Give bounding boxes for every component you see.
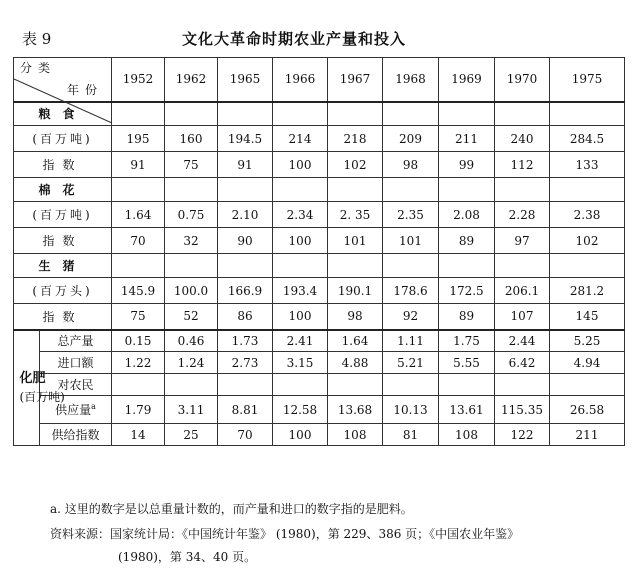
table-cell: 2.28 [495, 202, 550, 228]
cotton-index-label: 指数 [14, 228, 112, 254]
fert-production-label: 总产量 [40, 330, 112, 352]
table-cell: 133 [550, 152, 625, 178]
table-cell: 0.46 [165, 330, 218, 352]
fert-supply-label-row [14, 374, 625, 396]
table-cell: 1.11 [383, 330, 439, 352]
table-cell: 209 [383, 126, 439, 152]
table-cell: 193.4 [273, 278, 328, 304]
table-cell: 81 [383, 424, 439, 446]
table-cell: 122 [495, 424, 550, 446]
table-cell: 5.21 [383, 352, 439, 374]
table-cell: 75 [112, 304, 165, 330]
year-cell: 1975 [550, 58, 625, 102]
hogs-index-row [14, 304, 625, 330]
table-cell: 100 [273, 424, 328, 446]
table-cell: 99 [439, 152, 495, 178]
year-cell: 1968 [383, 58, 439, 102]
table-cell: 90 [218, 228, 273, 254]
table-cell: 91 [218, 152, 273, 178]
table-cell: 145.9 [112, 278, 165, 304]
table-cell: 92 [383, 304, 439, 330]
table-cell: 32 [165, 228, 218, 254]
table-cell: 100 [273, 152, 328, 178]
table-cell: 70 [218, 424, 273, 446]
table-cell: 2.35 [383, 202, 439, 228]
cotton-output-label: (百万吨) [14, 202, 112, 228]
table-cell: 4.94 [550, 352, 625, 374]
table-cell: 1.64 [112, 202, 165, 228]
table-cell: 112 [495, 152, 550, 178]
cotton-index-row [14, 228, 625, 254]
year-cell: 1966 [273, 58, 328, 102]
table-cell: 0.75 [165, 202, 218, 228]
table-cell: 108 [328, 424, 383, 446]
fert-supply-index-row [14, 424, 625, 446]
table-cell: 108 [439, 424, 495, 446]
table-cell: 25 [165, 424, 218, 446]
table-number: 表 9 [22, 30, 52, 48]
source-line-2: (1980)，第 34、40 页。 [118, 550, 257, 564]
table-cell: 160 [165, 126, 218, 152]
table-cell: 102 [550, 228, 625, 254]
year-cell: 1969 [439, 58, 495, 102]
table-cell: 12.58 [273, 396, 328, 424]
table-cell: 6.42 [495, 352, 550, 374]
table-cell: 3.15 [273, 352, 328, 374]
hogs-output-row [14, 278, 625, 304]
fertilizer-unit-label: (百万吨) [19, 389, 65, 404]
fert-imports-row [14, 352, 625, 374]
table-cell: 5.55 [439, 352, 495, 374]
table-cell: 2.34 [273, 202, 328, 228]
table-cell: 190.1 [328, 278, 383, 304]
table-cell: 8.81 [218, 396, 273, 424]
table-cell: 218 [328, 126, 383, 152]
table-cell: 13.61 [439, 396, 495, 424]
table-cell: 1.64 [328, 330, 383, 352]
table-cell: 4.88 [328, 352, 383, 374]
grain-label: 粮食 [14, 102, 112, 126]
table-cell: 52 [165, 304, 218, 330]
table-cell: 1.79 [112, 396, 165, 424]
table-cell: 98 [383, 152, 439, 178]
hogs-index-label: 指数 [14, 304, 112, 330]
table-cell: 2.08 [439, 202, 495, 228]
table-cell: 2. 35 [328, 202, 383, 228]
table-cell: 2.10 [218, 202, 273, 228]
cotton-output-row [14, 202, 625, 228]
table-cell: 100 [273, 304, 328, 330]
year-cell: 1965 [218, 58, 273, 102]
table-cell: 13.68 [328, 396, 383, 424]
table-cell: 211 [550, 424, 625, 446]
table-cell: 3.11 [165, 396, 218, 424]
fert-supply-label-2: 供应量 [55, 403, 92, 417]
table-title: 文化大革命时期农业产量和投入 [182, 30, 407, 48]
table-cell: 2.73 [218, 352, 273, 374]
table-cell: 5.25 [550, 330, 625, 352]
table-header [22, 28, 625, 50]
table-cell: 0.15 [112, 330, 165, 352]
table-cell: 101 [383, 228, 439, 254]
table-cell: 1.24 [165, 352, 218, 374]
table-cell: 172.5 [439, 278, 495, 304]
category-axis-label: 分类 [20, 61, 57, 76]
table-cell: 1.73 [218, 330, 273, 352]
table-cell: 194.5 [218, 126, 273, 152]
table-cell: 195 [112, 126, 165, 152]
fert-imports-label: 进口额 [40, 352, 112, 374]
grain-output-row [14, 126, 625, 152]
table-cell: 86 [218, 304, 273, 330]
table-cell: 206.1 [495, 278, 550, 304]
table-cell: 145 [550, 304, 625, 330]
table-cell: 211 [439, 126, 495, 152]
table-cell: 107 [495, 304, 550, 330]
year-header-row [14, 58, 625, 102]
grain-index-label: 指数 [14, 152, 112, 178]
footnote-mark: a [91, 402, 96, 411]
grain-index-row [14, 152, 625, 178]
fertilizer-main-label: 化肥 [19, 370, 46, 386]
table-cell: 89 [439, 304, 495, 330]
fert-production-row [14, 330, 625, 352]
cotton-label: 棉花 [14, 178, 112, 202]
table-cell: 101 [328, 228, 383, 254]
data-table [13, 57, 625, 446]
table-cell: 2.44 [495, 330, 550, 352]
table-cell: 178.6 [383, 278, 439, 304]
table-cell: 102 [328, 152, 383, 178]
table-cell: 166.9 [218, 278, 273, 304]
fert-supply-row [14, 396, 625, 424]
year-cell: 1962 [165, 58, 218, 102]
table-cell: 1.75 [439, 330, 495, 352]
footnote: a. 这里的数字是以总重量计数的，而产量和进口的数字指的是肥料。 [50, 502, 413, 516]
source-line-1: 资料来源：国家统计局：《中国统计年鉴》 (1980)，第 229、386 页；《中国农业年鉴》 [50, 527, 520, 541]
year-cell: 1970 [495, 58, 550, 102]
table-cell: 97 [495, 228, 550, 254]
table-cell: 2.38 [550, 202, 625, 228]
hogs-output-label: (百万头) [14, 278, 112, 304]
table-cell: 89 [439, 228, 495, 254]
table-cell: 91 [112, 152, 165, 178]
table-cell: 1.22 [112, 352, 165, 374]
table-cell: 284.5 [550, 126, 625, 152]
year-axis-label: 年份 [66, 83, 103, 98]
table-cell: 100.0 [165, 278, 218, 304]
table-cell: 100 [273, 228, 328, 254]
table-cell: 70 [112, 228, 165, 254]
table-cell: 115.35 [495, 396, 550, 424]
fertilizer-label [14, 330, 65, 446]
year-cell: 1967 [328, 58, 383, 102]
table-cell: 214 [273, 126, 328, 152]
corner-cell [14, 58, 112, 102]
table-cell: 14 [112, 424, 165, 446]
fert-supply-index-label: 供给指数 [40, 424, 112, 446]
table-cell: 281.2 [550, 278, 625, 304]
fert-supply-label-1: 对农民 [40, 374, 112, 396]
table-cell: 10.13 [383, 396, 439, 424]
table-cell: 240 [495, 126, 550, 152]
hogs-section-row [14, 254, 625, 278]
cotton-section-row [14, 178, 625, 202]
table-cell: 26.58 [550, 396, 625, 424]
grain-output-label: (百万吨) [14, 126, 112, 152]
table-cell: 75 [165, 152, 218, 178]
table-cell: 98 [328, 304, 383, 330]
table-cell: 2.41 [273, 330, 328, 352]
year-cell: 1952 [112, 58, 165, 102]
hogs-label: 生猪 [14, 254, 112, 278]
